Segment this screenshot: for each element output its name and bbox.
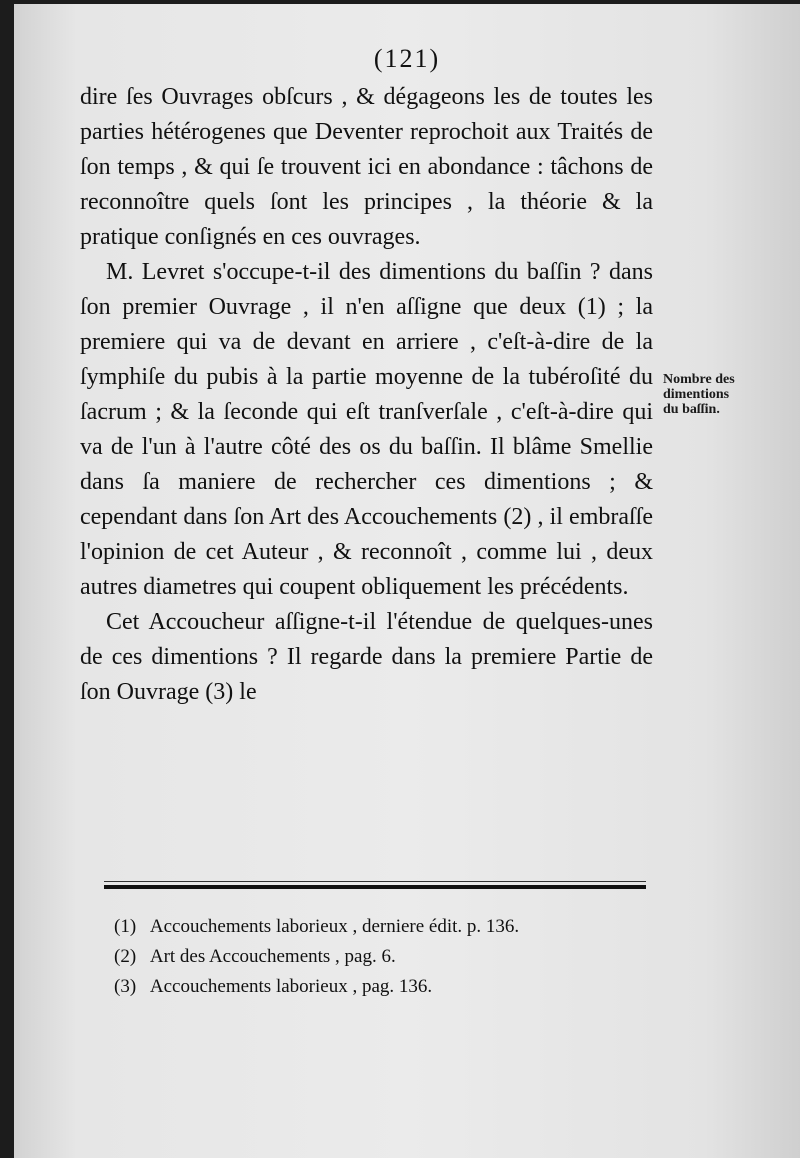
margin-note-line: du baſſin. [663,402,720,417]
margin-note [663,372,783,417]
paragraph-2: M. Levret s'occupe-t-il des dimentions du baſſin ? dans ſon premier Ouvrage , il n'en aſſigne que deux (1) ; la premiere qui va de devant en arriere , c'eſt-à-dire de la ſymphiſe du pubis à la partie moyenne de la tubéroſité du ſacrum ; & la ſeconde qui eſt tranſverſale , c'eſt-à-dire qui va de l'un à l'autre côté des os du baſſin. Il blâme Smellie dans ſa maniere de rechercher ces dimentions ; & cependant dans ſon Art des Accouchements (2) , il embraſſe l'opinion de cet Auteur , & reconnoît , comme lui , deux autres diametres qui coupent obliquement les précédents. [80,259,653,600]
paragraph-1: dire ſes Ouvrages obſcurs , & dégageons les de toutes les parties hétérogenes que Deventer reprochoit aux Traités de ſon temps , & qui ſe trouvent ici en abondance : tâchons de reconnoître quels ſont les principes , la théorie & la pratique conſignés en ces ouvrages. [80,84,653,250]
paragraph-3: Cet Accoucheur aſſigne-t-il l'étendue de quelques-unes de ces dimentions ? Il regarde dans la premiere Partie de ſon Ouvrage (3) le [80,609,653,705]
footnote [114,942,674,972]
footnote-text: Art des Accouchements , pag. 6. [149,946,396,967]
footnote-number: (3) [114,976,137,997]
footnote-divider-thin [104,881,646,882]
footnote-divider [104,885,646,889]
footnote-text: Accouchements laborieux , pag. 136. [149,976,433,997]
margin-note-line: dimentions [663,387,730,402]
footnote-text: Accouchements laborieux , derniere édit. p. 136. [149,916,520,937]
footnote [114,912,674,942]
main-text [80,80,653,710]
footnote [114,972,674,1002]
book-page [14,4,800,1158]
footnotes [114,912,674,1002]
footnote-number: (1) [114,916,137,937]
margin-note-line: Nombre des [663,372,735,387]
footnote-number: (2) [114,946,137,967]
page-number: (121) [373,44,441,73]
